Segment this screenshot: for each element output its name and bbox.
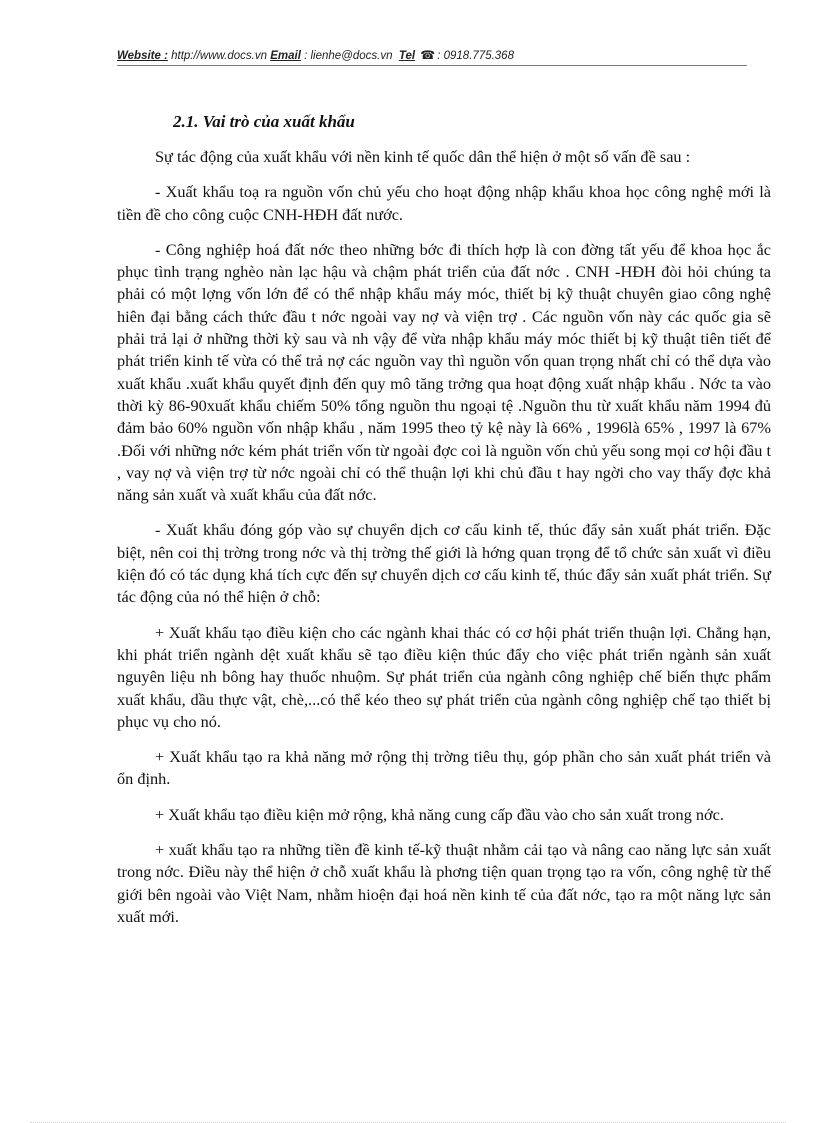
paragraph: + Xuất khẩu tạo điều kiện cho các ngành khai thác có cơ hội phát triển thuận lợi. Chẳng hạn, khi phát triển ngành dệt xuất khẩu sẽ tạo điều kiện thúc đẩy cho việc phát triển ngành sản xuất nguyên liệu nh bông hay thuốc nhuộm. Sự phát triển của ngành công nghiệp chế biến thực phẩm xuất khẩu, dầu thực vật, chè,...có thể kéo theo sự phát triển của ngành công nghiệp chế tạo thiết bị phục vụ cho nó. (117, 622, 771, 731)
paragraph: + Xuất khẩu tạo ra khả năng mở rộng thị trờng tiêu thụ, góp phần cho sản xuất phát triển và ổn định. (117, 747, 771, 789)
paragraph: Sự tác động của xuất khẩu với nền kinh tế quốc dân thể hiện ở một số vấn đề sau : (155, 147, 691, 166)
paragraph: - Công nghiệp hoá đất nớc theo những bớc đi thích hợp là con đờng tất yếu để khoa học ắc phục tình trạng nghèo nàn lạc hậu và chậm phát triển của đất nớc . CNH -HĐH đòi hỏi chúng ta phải có một lợng vốn lớn để có thể nhập khẩu máy móc, thiết bị kỹ thuật chuyên giao công nghệ hiên đại bằng cách thức đầu t nớc ngoài vay nợ và viện trợ . Các nguồn vốn này các quốc gia sẽ phải trả lại ở những thời kỳ sau và nh vậy để vừa nhập khẩu máy móc thiết bị kỹ thuật tiên tiết để phát triển kinh tế vừa có thể trả nợ các nguồn vay thì nguồn vốn quan trọng nhất chỉ có thể dựa vào xuất khẩu .xuất khẩu quyết định đến quy mô tăng trởng qua hoạt động xuất nhập khẩu . Nớc ta vào thời kỳ 86-90xuất khẩu chiếm 50% tổng nguồn thu ngoại tệ .Nguồn thu từ xuất khẩu năm 1994 đủ đảm bảo 60% nguồn vốn nhập khẩu , năm 1995 theo tỷ kệ này là 66% , 1996là 65% , 1997 là 67% .Đối với những nớc kém phát triển vốn từ ngoài đợc coi là nguồn vốn chủ yếu song mọi cơ hội đầu t , vay nợ và viện trợ từ nớc ngoài chỉ có thể thuận lợi khi chủ đầu t hay ngời cho vay thấy đợc khả năng sản xuất và xuất khẩu của đất nớc. (117, 239, 771, 505)
website-label: Website : (117, 50, 168, 62)
paragraph: - Xuất khẩu đóng góp vào sự chuyển dịch cơ cấu kinh tế, thúc đẩy sản xuất phát triển. Đặc biệt, nên coi thị trờng trong nớc và thị trờng thế giới là hớng quan trọng để tổ chức sản xuất vì điều kiện đó có tác dụng khá tích cực đến sự chuyển dịch cơ cấu kinh tế, thúc đẩy sản xuất phát triển. Sự tác động của nó thể hiện ở chỗ: (117, 520, 771, 607)
phone-icon: ☎ (420, 48, 436, 62)
email-link[interactable]: : lienhe@docs.vn (304, 50, 393, 62)
tel-value: : 0918.775.368 (437, 50, 514, 62)
tel-label: Tel (398, 50, 416, 62)
page-header (117, 48, 747, 66)
section-title: 2.1. Vai trò của xuất khẩu (173, 112, 355, 131)
paragraph: - Xuất khẩu toạ ra nguồn vốn chủ yếu cho hoạt động nhập khẩu khoa học công nghệ mới là tiền đề cho công cuộc CNH-HĐH đất nước. (117, 182, 771, 224)
paragraph: + xuất khẩu tạo ra những tiền đề kinh tế-kỹ thuật nhằm cải tạo và nâng cao năng lực sản xuất trong nớc. Điều này thể hiện ở chỗ xuất khẩu là phơng tiện quan trọng tạo ra vốn, công nghệ từ thế giới bên ngoài vào Việt Nam, nhằm hioện đại hoá nền kinh tế của đất nớc, tạo ra một năng lực sản xuất mới. (117, 840, 771, 926)
email-label: Email (270, 50, 301, 62)
website-link[interactable]: http://www.docs.vn (171, 50, 267, 62)
paragraph: + Xuất khẩu tạo điều kiện mở rộng, khả năng cung cấp đầu vào cho sản xuất trong nớc. (155, 804, 724, 824)
document-body (117, 146, 771, 941)
